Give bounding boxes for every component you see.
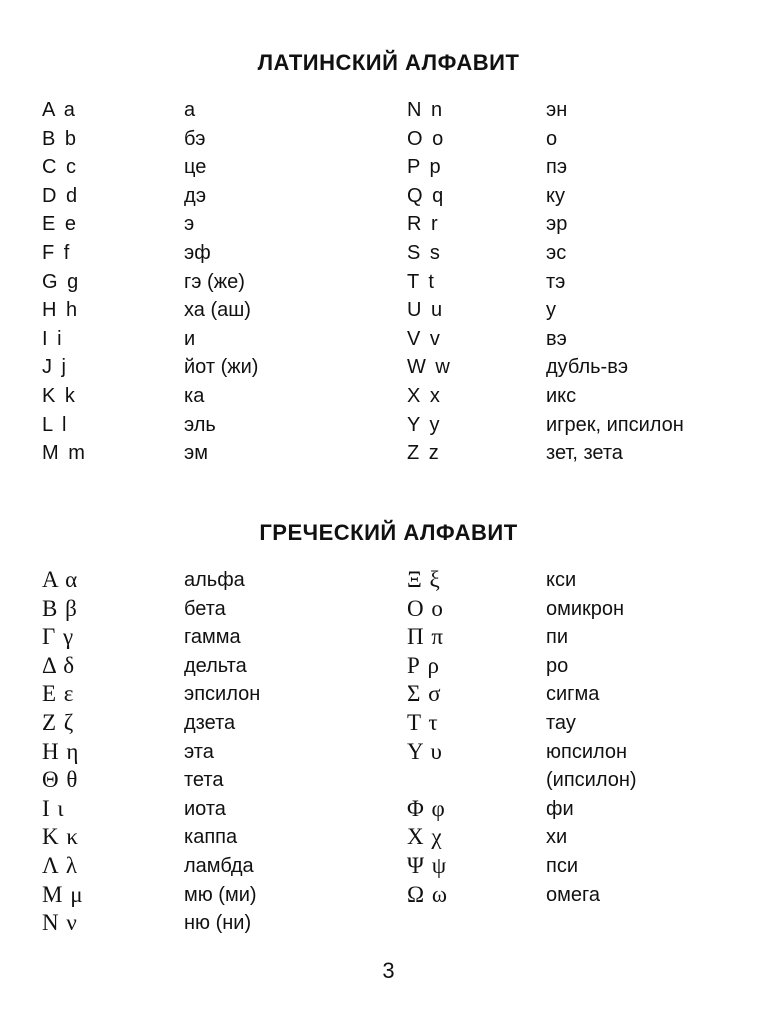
- alphabet-row: [0, 595, 777, 624]
- letter-name-cell: эпсилон: [184, 683, 261, 706]
- letter-cell: Η η: [42, 738, 80, 764]
- letter-name-cell: ро: [546, 654, 569, 677]
- alphabet-row: [0, 296, 777, 325]
- letter-cell: Κ κ: [42, 824, 79, 850]
- alphabet-row: [0, 153, 777, 182]
- alphabet-row: [0, 852, 777, 881]
- letter-cell: Χ χ: [407, 824, 443, 850]
- letter-name-cell: тау: [546, 711, 576, 734]
- letter-cell: O o: [407, 127, 446, 150]
- letter-cell: Γ γ: [42, 624, 75, 650]
- letter-name-cell: иота: [184, 797, 226, 820]
- letter-name-cell: эм: [184, 442, 208, 465]
- letter-cell: K k: [42, 384, 77, 407]
- alphabet-row: [0, 881, 777, 910]
- alphabet-row: [0, 268, 777, 297]
- alphabet-row: [0, 182, 777, 211]
- letter-cell: Ξ ξ: [407, 567, 441, 592]
- letter-cell: Ρ ρ: [407, 652, 441, 678]
- alphabet-row: [0, 125, 777, 154]
- letter-cell: T t: [407, 270, 436, 293]
- letter-cell: M m: [42, 442, 87, 465]
- alphabet-row: [0, 738, 777, 767]
- letter-cell: Ζ ζ: [42, 709, 75, 735]
- letter-name-cell: зет, зета: [546, 442, 623, 465]
- letter-cell: Ν ν: [42, 910, 78, 936]
- alphabet-row: [0, 239, 777, 268]
- letter-name-cell: дэ: [184, 184, 207, 207]
- letter-name-cell: ню (ни): [184, 912, 252, 935]
- alphabet-row: [0, 652, 777, 681]
- letter-cell: Β β: [42, 595, 78, 621]
- alphabet-row: [0, 96, 777, 125]
- letter-cell: Z z: [407, 442, 441, 465]
- letter-name-cell: ку: [546, 184, 565, 207]
- alphabet-row: [0, 709, 777, 738]
- letter-cell: F f: [42, 241, 72, 264]
- latin-alphabet-title: ЛАТИНСКИЙ АЛФАВИТ: [257, 50, 520, 75]
- letter-cell: A a: [42, 99, 77, 121]
- letter-name-cell: тета: [184, 769, 224, 792]
- letter-cell: Λ λ: [42, 852, 78, 878]
- letter-cell: Σ σ: [407, 681, 442, 707]
- letter-name-cell: эр: [546, 213, 568, 236]
- letter-name-cell: пэ: [546, 156, 568, 179]
- letter-name-cell: омега: [546, 883, 600, 906]
- letter-name-cell: сигма: [546, 683, 600, 706]
- letter-cell: B b: [42, 127, 79, 150]
- letter-name-cell: у: [546, 299, 556, 322]
- alphabet-row: [0, 411, 777, 440]
- letter-cell: H h: [42, 299, 80, 322]
- letter-cell: R r: [407, 213, 440, 236]
- letter-name-cell: игрек, ипсилон: [546, 413, 684, 436]
- letter-cell: J j: [42, 356, 68, 379]
- letter-name-cell: о: [546, 127, 558, 150]
- letter-name-cell: пи: [546, 626, 569, 649]
- letter-name-cell: мю (ми): [184, 883, 257, 906]
- letter-cell: D d: [42, 184, 80, 207]
- letter-name-cell: (ипсилон): [546, 769, 637, 792]
- letter-name-cell: э: [184, 213, 195, 236]
- letter-name-cell: эн: [546, 99, 568, 121]
- letter-cell: Θ θ: [42, 767, 79, 793]
- letter-cell: Y y: [407, 413, 442, 436]
- letter-cell: C c: [42, 156, 78, 179]
- latin-alphabet-table: [0, 96, 777, 468]
- letter-name-cell: вэ: [546, 327, 567, 350]
- letter-name-cell: кси: [546, 569, 577, 591]
- letter-name-cell: бета: [184, 597, 226, 620]
- letter-name-cell: каппа: [184, 826, 238, 849]
- alphabet-row: [0, 680, 777, 709]
- letter-name-cell: хи: [546, 826, 568, 849]
- letter-cell: Τ τ: [407, 709, 439, 735]
- letter-name-cell: и: [184, 327, 196, 350]
- letter-name-cell: омикрон: [546, 597, 625, 620]
- letter-cell: E e: [42, 213, 79, 236]
- letter-cell: Δ δ: [42, 652, 76, 678]
- alphabet-row: [0, 325, 777, 354]
- alphabet-row: [0, 766, 777, 795]
- letter-cell: Φ φ: [407, 795, 446, 821]
- letter-name-cell: юпсилон: [546, 740, 628, 763]
- letter-name-cell: ка: [184, 384, 205, 407]
- letter-name-cell: эль: [184, 413, 216, 436]
- letter-name-cell: гэ (же): [184, 270, 245, 293]
- letter-cell: P p: [407, 156, 443, 179]
- alphabet-row: [0, 382, 777, 411]
- letter-cell: V v: [407, 327, 442, 350]
- letter-cell: Q q: [407, 184, 446, 207]
- letter-cell: G g: [42, 270, 81, 293]
- letter-name-cell: пси: [546, 854, 579, 877]
- letter-name-cell: дубль-вэ: [546, 356, 629, 379]
- letter-cell: X x: [407, 384, 442, 407]
- letter-cell: Ο ο: [407, 595, 444, 621]
- greek-alphabet-title: ГРЕЧЕСКИЙ АЛФАВИТ: [259, 520, 518, 545]
- letter-cell: U u: [407, 299, 445, 322]
- letter-name-cell: дзета: [184, 711, 236, 734]
- alphabet-row: [0, 823, 777, 852]
- letter-name-cell: ламбда: [184, 854, 254, 877]
- letter-name-cell: эс: [546, 241, 567, 264]
- letter-cell: Ε ε: [42, 681, 75, 707]
- letter-name-cell: альфа: [184, 569, 245, 591]
- letter-name-cell: фи: [546, 797, 574, 820]
- greek-alphabet-table: [0, 566, 777, 938]
- letter-name-cell: йот (жи): [184, 356, 259, 379]
- letter-name-cell: эта: [184, 740, 214, 763]
- alphabet-row: [0, 439, 777, 468]
- alphabet-row: [0, 909, 777, 938]
- letter-cell: W w: [407, 356, 452, 379]
- page-number: 3: [382, 958, 395, 983]
- alphabet-row: [0, 566, 777, 595]
- alphabet-row: [0, 623, 777, 652]
- letter-name-cell: гамма: [184, 626, 241, 649]
- letter-name-cell: ха (аш): [184, 299, 251, 322]
- letter-name-cell: икс: [546, 384, 577, 407]
- letter-name-cell: а: [184, 99, 196, 121]
- letter-cell: Ι ι: [42, 795, 65, 821]
- letter-cell: Ψ ψ: [407, 852, 448, 878]
- alphabet-row: [0, 795, 777, 824]
- letter-name-cell: це: [184, 156, 207, 179]
- letter-name-cell: тэ: [546, 270, 566, 293]
- alphabet-row: [0, 210, 777, 239]
- letter-cell: Μ μ: [42, 881, 84, 907]
- letter-cell: I i: [42, 327, 64, 350]
- letter-cell: Α α: [42, 567, 79, 592]
- letter-cell: N n: [407, 99, 445, 121]
- letter-name-cell: бэ: [184, 127, 206, 150]
- letter-cell: Ω ω: [407, 881, 448, 907]
- letter-name-cell: эф: [184, 241, 211, 264]
- letter-cell: S s: [407, 241, 442, 264]
- letter-name-cell: дельта: [184, 654, 247, 677]
- letter-cell: L l: [42, 413, 69, 436]
- alphabet-row: [0, 353, 777, 382]
- letter-cell: Π π: [407, 624, 444, 650]
- letter-cell: Υ υ: [407, 738, 443, 764]
